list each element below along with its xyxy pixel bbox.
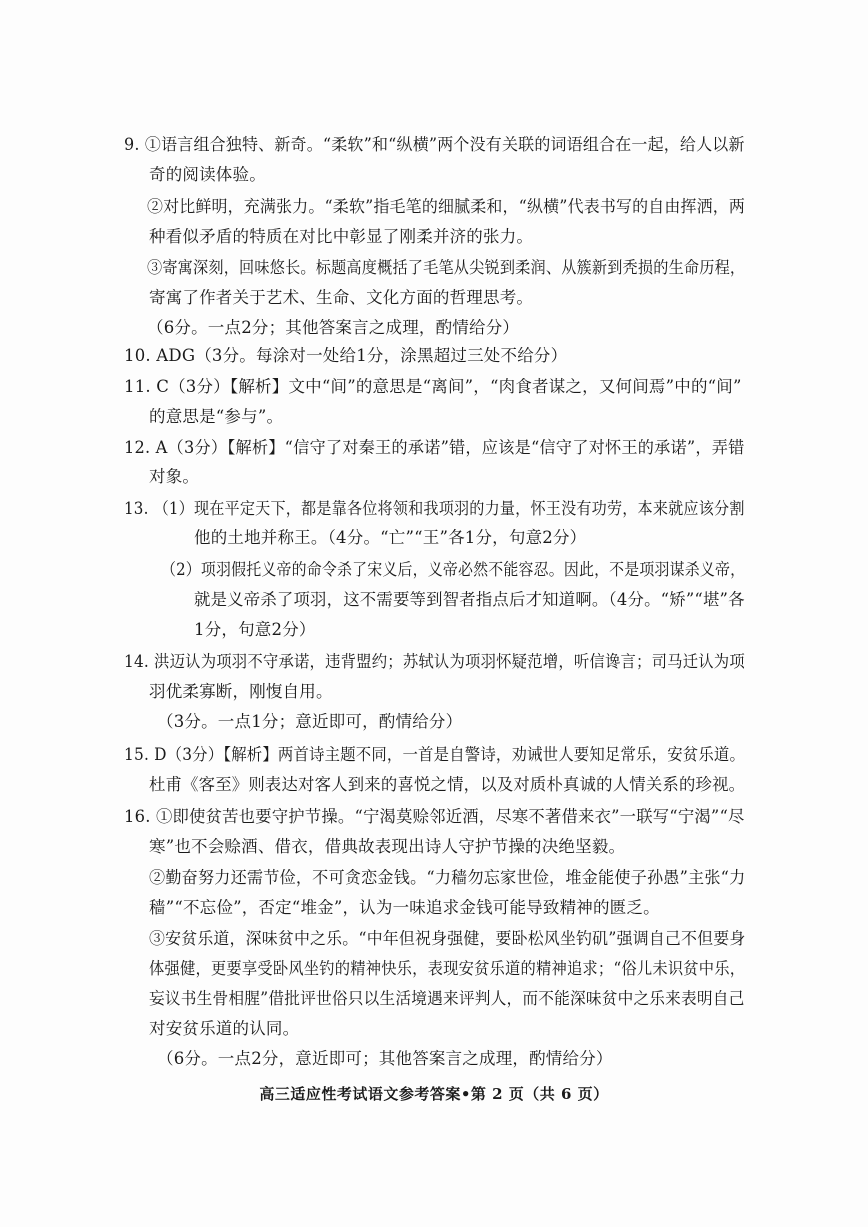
- answer-line: 10. ADG（3分。每涂对一处给1分，涂黑超过三处不给分）: [124, 346, 568, 365]
- answer-line: 寒”也不会赊酒、借衣，借典故表现出诗人守护节操的决绝坚毅。: [149, 837, 626, 856]
- answer-line: 羽优柔寡断，刚愎自用。: [149, 682, 333, 701]
- answer-line: ②勤奋努力还需节俭，不可贪恋金钱。“力穑勿忘家世俭，堆金能使子孙愚”主张“力: [149, 868, 746, 887]
- answer-line: 14. 洪迈认为项羽不守承诺，违背盟约；苏轼认为项羽怀疑范增，听信谗言；司马迁认为项: [124, 652, 745, 671]
- answer-line: ②对比鲜明，充满张力。“柔软”指毛笔的细腻柔和，“纵横”代表书写的自由挥洒，两: [147, 197, 746, 216]
- answer-line: 寄寓了作者关于艺术、生命、文化方面的哲理思考。: [149, 288, 534, 307]
- answer-line: 15. D（3分）【解析】两首诗主题不同，一首是自警诗，劝诫世人要知足常乐，安贫乐道。: [124, 745, 746, 764]
- answer-line: 种看似矛盾的特质在对比中彰显了刚柔并济的张力。: [149, 227, 534, 246]
- answer-line: 杜甫《客至》则表达对客人到来的喜悦之情，以及对质朴真诚的人情关系的珍视。: [149, 775, 746, 794]
- answer-line: 就是义帝杀了项羽，这不需要等到智者指点后才知道啊。（4分。“矫”“堪”各: [194, 590, 745, 609]
- answer-line: 穑”“不忘俭”，否定“堆金”，认为一味追求金钱可能导致精神的匮乏。: [149, 898, 660, 917]
- answer-line: 12. A（3分）【解析】“信守了对秦王的承诺”错，应该是“信守了对怀王的承诺”，弄错: [124, 438, 745, 457]
- answer-line: 体强健，更要享受卧风坐钓的精神快乐，表现安贫乐道的精神追求；“俗儿未识贫中乐，: [149, 959, 746, 978]
- answer-line: 16. ①即使贫苦也要守护节操。“宁渴莫赊邻近酒，尽寒不著借来衣”一联写“宁渴”“尽: [124, 807, 745, 826]
- answer-line: ③安贫乐道，深味贫中之乐。“中年但祝身强健，要卧松风坐钓矶”强调自己不但要身: [149, 929, 746, 948]
- answer-line: （6分。一点2分；其他答案言之成理，酌情给分）: [147, 318, 520, 337]
- answer-line: ③寄寓深刻，回味悠长。标题高度概括了毛笔从尖锐到柔润、从簇新到秃损的生命历程，: [147, 258, 746, 277]
- page-footer: 高三适应性考试语文参考答案•第 2 页（共 6 页）: [259, 1085, 609, 1103]
- answer-line: 奇的阅读体验。: [149, 165, 266, 184]
- answer-line: 的意思是“参与”。: [149, 407, 284, 426]
- answer-line: （2）项羽假托义帝的命令杀了宋义后，义帝必然不能容忍。因此，不是项羽谋杀义帝，: [161, 560, 746, 579]
- answer-line: 对象。: [149, 467, 200, 486]
- answer-line: 对安贫乐道的认同。: [149, 1019, 300, 1038]
- answer-line: （6分。一点2分，意近即可；其他答案言之成理，酌情给分）: [157, 1049, 613, 1068]
- answer-line: 9. ①语言组合独特、新奇。“柔软”和“纵横”两个没有关联的词语组合在一起，给人以新: [124, 135, 745, 154]
- answer-line: （3分。一点1分；意近即可，酌情给分）: [157, 712, 463, 731]
- answer-line: 1分，句意2分）: [194, 620, 316, 639]
- answer-line: 11. C（3分）【解析】文中“间”的意思是“离间”，“肉食者谋之，又何间焉”中的“间”: [124, 377, 742, 396]
- answer-line: 13. （1）现在平定天下，都是靠各位将领和我项羽的力量，怀王没有功劳，本来就应该分割: [124, 499, 745, 518]
- answer-line: 妄议书生骨相腥”借批评世俗只以生活境遇来评判人，而不能深味贫中之乐来表明自己: [149, 989, 745, 1008]
- answer-line: 他的土地并称王。（4分。“亡”“王”各1分，句意2分）: [194, 528, 587, 547]
